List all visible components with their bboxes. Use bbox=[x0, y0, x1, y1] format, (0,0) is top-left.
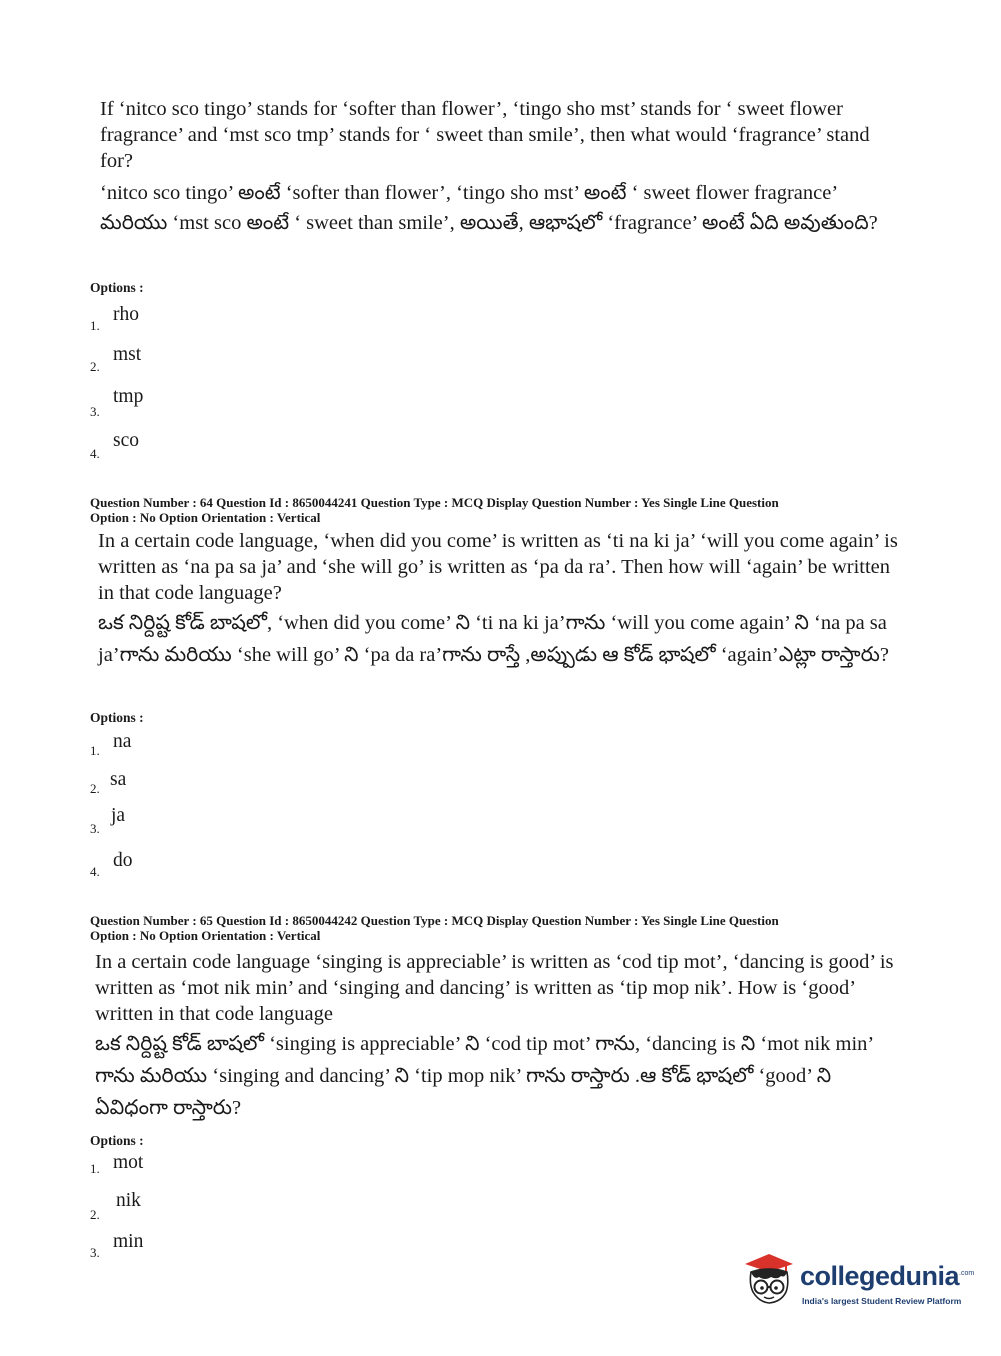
q64-option-2-text[interactable]: sa bbox=[110, 769, 127, 790]
question-64-text-en: In a certain code language, ‘when did you come’ is written as ‘ti na ki ja’ ‘will you come again’ is written as ‘na pa sa ja’ and ‘she will go’ is written as ‘pa da ra’. Then how will ‘again’ be written in that code language? bbox=[98, 530, 898, 604]
question-65-options-label: Options : bbox=[90, 1133, 144, 1148]
q64-option-4-text[interactable]: do bbox=[113, 850, 133, 871]
question-64-text-te: ఒక నిర్దిష్ట కోడ్ బాషలో, ‘when did you come’ ని ‘ti na ki ja’గాను ‘will you come again’ ని ‘na pa sa ja’గాను మరియు ‘she will go’ ని ‘pa da ra’గాను రాస్తే ,అప్పుడు ఆ కోడ్ భాషలో ‘again’ఎట్లా రాస్తారు? bbox=[98, 612, 889, 666]
question-64-meta-line2: Option : No Option Orientation : Vertical bbox=[90, 510, 321, 525]
logo-domain: .com bbox=[959, 1270, 975, 1277]
question-63-options-label: Options : bbox=[90, 280, 144, 295]
q63-option-3-text[interactable]: tmp bbox=[113, 386, 144, 407]
question-65-meta-line1: Question Number : 65 Question Id : 8650044242 Question Type : MCQ Display Question Number : Yes Single Line Question bbox=[90, 913, 779, 928]
q64-option-1-text[interactable]: na bbox=[113, 731, 132, 752]
q65-option-2-text[interactable]: nik bbox=[116, 1190, 141, 1211]
question-65-meta-line2: Option : No Option Orientation : Vertical bbox=[90, 928, 321, 943]
q63-option-4-text[interactable]: sco bbox=[113, 430, 139, 451]
q63-option-3-number: 3. bbox=[90, 404, 100, 419]
q65-option-1-text[interactable]: mot bbox=[113, 1152, 144, 1173]
graduate-mascot-icon bbox=[741, 1250, 799, 1310]
q65-option-3-text[interactable]: min bbox=[113, 1231, 144, 1252]
q65-option-1-number: 1. bbox=[90, 1161, 100, 1176]
question-63-text-te: ‘nitco sco tingo’ అంటే ‘softer than flower’, ‘tingo sho mst’ అంటే ‘ sweet flower fragrance’ మరియు ‘mst sco అంటే ‘ sweet than smile’, అయితే, ఆభాషలో ‘fragrance’ అంటే ఏది అవుతుంది? bbox=[100, 182, 878, 234]
question-65-text-en: In a certain code language ‘singing is appreciable’ is written as ‘cod tip mot’, ‘dancing is good’ is written as ‘mot nik min’ and ‘singing and dancing’ is written as ‘tip mop nik’. How is ‘good’ written in that code language bbox=[95, 951, 894, 1025]
question-64-meta-line1: Question Number : 64 Question Id : 8650044241 Question Type : MCQ Display Question Number : Yes Single Line Question bbox=[90, 495, 779, 510]
q63-option-1-number: 1. bbox=[90, 318, 100, 333]
q63-option-2-number: 2. bbox=[90, 359, 100, 374]
question-64-options-label: Options : bbox=[90, 710, 144, 725]
q63-option-4-number: 4. bbox=[90, 446, 100, 461]
q64-option-4-number: 4. bbox=[90, 864, 100, 879]
q63-option-1-text[interactable]: rho bbox=[113, 304, 139, 325]
question-63-text-en: If ‘nitco sco tingo’ stands for ‘softer than flower’, ‘tingo sho mst’ stands for ‘ sweet flower fragrance’ and ‘mst sco tmp’ stands for ‘ sweet than smile’, then what would ‘fragrance’ stand for? bbox=[100, 98, 870, 172]
q63-option-2-text[interactable]: mst bbox=[113, 344, 142, 365]
q64-option-3-text[interactable]: ja bbox=[111, 805, 126, 826]
q64-option-1-number: 1. bbox=[90, 743, 100, 758]
question-65-text-te: ఒక నిర్దిష్ట కోడ్ బాషలో ‘singing is appreciable’ ని ‘cod tip mot’ గాను, ‘dancing is ని ‘mot nik min’ గాను మరియు ‘singing and dancing’ ని ‘tip mop nik’ గాను రాస్తారు .ఆ కోడ్ భాషలో ‘good’ ని ఏవిధంగా రాస్తారు? bbox=[95, 1033, 873, 1119]
q64-option-3-number: 3. bbox=[90, 821, 100, 836]
collegedunia-logo[interactable] bbox=[741, 1250, 975, 1310]
q65-option-3-number: 3. bbox=[90, 1245, 100, 1260]
logo-wordmark: collegedunia bbox=[800, 1261, 960, 1291]
q65-option-2-number: 2. bbox=[90, 1207, 100, 1222]
logo-tagline: India's largest Student Review Platform bbox=[802, 1296, 962, 1306]
q64-option-2-number: 2. bbox=[90, 781, 100, 796]
